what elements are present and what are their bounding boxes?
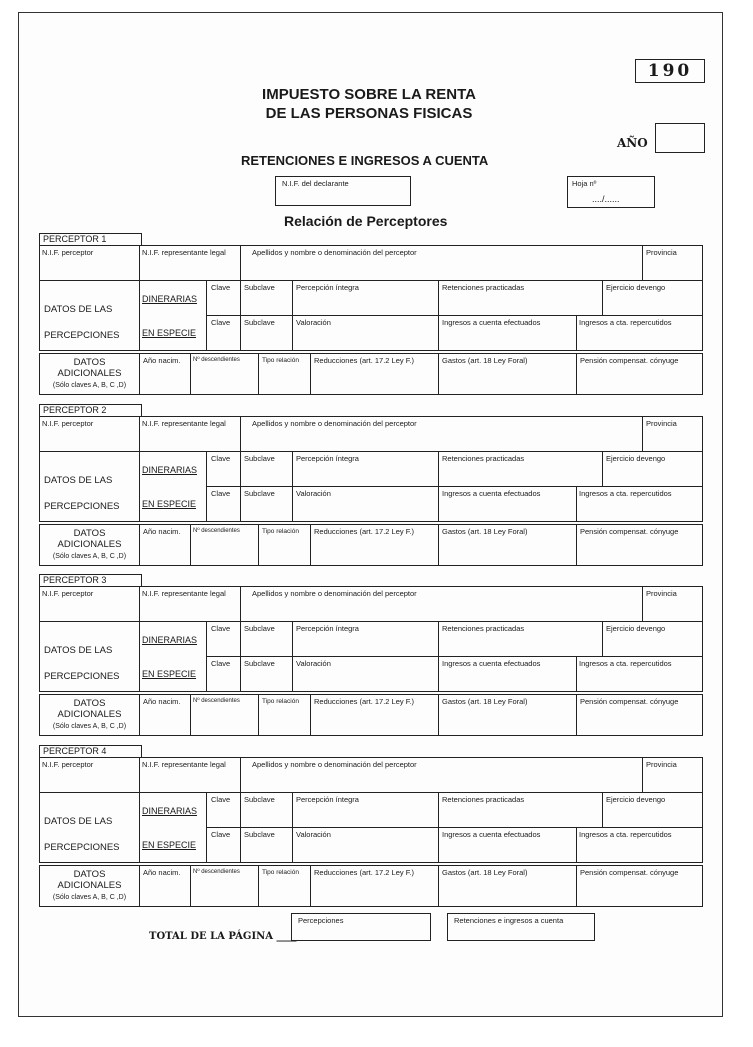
perceptor-id-row (39, 245, 703, 281)
clave-label: Clave (211, 318, 231, 327)
dinerarias-label: DINERARIAS (142, 465, 198, 475)
solo-claves-label: (Sólo claves A, B, C ,D) (52, 382, 127, 389)
datos-label: DATOS (73, 698, 106, 709)
subclave-label: Subclave (244, 624, 275, 633)
percepciones-label: PERCEPCIONES (44, 501, 120, 512)
nif-perceptor-label: N.I.F. perceptor (42, 760, 94, 769)
percepciones-label: PERCEPCIONES (44, 842, 120, 853)
perceptor-label: PERCEPTOR 1 (39, 233, 142, 245)
ano-nacim-label: Año nacim. (143, 356, 181, 365)
ano-nacim-label: Año nacim. (143, 868, 181, 877)
valoracion-label: Valoración (296, 489, 331, 498)
provincia-label: Provincia (646, 760, 677, 769)
dinerarias-label: DINERARIAS (142, 806, 198, 816)
ano-nacim-label: Año nacim. (143, 527, 181, 536)
ejercicio-devengo-label: Ejercicio devengo (606, 624, 666, 633)
provincia-label: Provincia (646, 248, 677, 257)
adicionales-label: ADICIONALES (57, 880, 122, 891)
gastos-label: Gastos (art. 18 Ley Foral) (442, 868, 528, 877)
datos-de-las-label: DATOS DE LAS (44, 816, 113, 827)
subclave-label: Subclave (244, 318, 275, 327)
ingresos-repercutidos-label: Ingresos a cta. repercutidos (579, 659, 672, 668)
nif-perceptor-label: N.I.F. perceptor (42, 248, 94, 257)
clave-label: Clave (211, 489, 231, 498)
adicionales-label: ADICIONALES (57, 539, 122, 550)
perceptor-id-row (39, 586, 703, 622)
pension-label: Pensión compensat. cónyuge (580, 356, 679, 365)
apellidos-label: Apellidos y nombre o denominación del perceptor (252, 589, 417, 598)
title-line-1: IMPUESTO SOBRE LA RENTA (262, 86, 476, 103)
pension-label: Pensión compensat. cónyuge (580, 697, 679, 706)
ejercicio-devengo-label: Ejercicio devengo (606, 454, 666, 463)
clave-label: Clave (211, 624, 231, 633)
pension-label: Pensión compensat. cónyuge (580, 527, 679, 536)
percepciones-row (39, 793, 703, 863)
provincia-label: Provincia (646, 419, 677, 428)
datos-adicionales-row (39, 694, 703, 736)
nif-perceptor-label: N.I.F. perceptor (42, 419, 94, 428)
reducciones-label: Reducciones (art. 17.2 Ley F.) (314, 697, 415, 706)
perceptor-label: PERCEPTOR 3 (39, 574, 142, 586)
percepciones-label: PERCEPCIONES (44, 330, 120, 341)
form-title (219, 85, 519, 123)
gastos-label: Gastos (art. 18 Ley Foral) (442, 527, 528, 536)
clave-label: Clave (211, 659, 231, 668)
clave-label: Clave (211, 454, 231, 463)
subclave-label: Subclave (244, 795, 275, 804)
ingresos-efectuados-label: Ingresos a cuenta efectuados (442, 830, 541, 839)
subclave-label: Subclave (244, 283, 275, 292)
ingresos-repercutidos-label: Ingresos a cta. repercutidos (579, 830, 672, 839)
percepcion-integra-label: Percepción íntegra (296, 283, 359, 292)
retenciones-practicadas-label: Retenciones practicadas (442, 795, 525, 804)
tipo-relacion-label: Tipo relación (262, 869, 299, 876)
en-especie-label: EN ESPECIE (142, 669, 197, 679)
nif-declarante-field[interactable] (275, 176, 411, 206)
solo-claves-label: (Sólo claves A, B, C ,D) (52, 553, 127, 560)
retenciones-practicadas-label: Retenciones practicadas (442, 283, 525, 292)
ano-field[interactable] (655, 123, 705, 153)
form-subtitle: RETENCIONES E INGRESOS A CUENTA (241, 153, 489, 168)
apellidos-label: Apellidos y nombre o denominación del perceptor (252, 419, 417, 428)
percepciones-label: PERCEPCIONES (44, 671, 120, 682)
perceptor-label: PERCEPTOR 4 (39, 745, 142, 757)
pension-label: Pensión compensat. cónyuge (580, 868, 679, 877)
datos-de-las-label: DATOS DE LAS (44, 475, 113, 486)
tipo-relacion-label: Tipo relación (262, 528, 299, 535)
ano-nacim-label: Año nacim. (143, 697, 181, 706)
reducciones-label: Reducciones (art. 17.2 Ley F.) (314, 868, 415, 877)
datos-adicionales-row (39, 865, 703, 907)
adicionales-label: ADICIONALES (57, 368, 122, 379)
hoja-field[interactable] (567, 176, 655, 208)
title-line-2: DE LAS PERSONAS FISICAS (265, 105, 473, 122)
apellidos-label: Apellidos y nombre o denominación del perceptor (252, 248, 417, 257)
datos-adicionales-row (39, 353, 703, 395)
nif-perceptor-label: N.I.F. perceptor (42, 589, 94, 598)
total-retenciones-label: Retenciones e ingresos a cuenta (454, 916, 564, 925)
apellidos-label: Apellidos y nombre o denominación del perceptor (252, 760, 417, 769)
perceptor-block-2 (39, 404, 703, 566)
datos-label: DATOS (73, 357, 106, 368)
perceptor-id-row (39, 757, 703, 793)
total-pagina-text: TOTAL DE LA PÁGINA (149, 931, 274, 942)
total-retenciones-field[interactable] (447, 913, 595, 941)
modelo-number: 190 (635, 59, 705, 83)
ingresos-efectuados-label: Ingresos a cuenta efectuados (442, 318, 541, 327)
reducciones-label: Reducciones (art. 17.2 Ley F.) (314, 356, 415, 365)
relacion-heading: Relación de Perceptores (284, 213, 448, 229)
solo-claves-label: (Sólo claves A, B, C ,D) (52, 894, 127, 901)
adicionales-label: ADICIONALES (57, 709, 122, 720)
gastos-label: Gastos (art. 18 Ley Foral) (442, 697, 528, 706)
datos-de-las-label: DATOS DE LAS (44, 304, 113, 315)
valoracion-label: Valoración (296, 659, 331, 668)
datos-label: DATOS (73, 528, 106, 539)
ingresos-efectuados-label: Ingresos a cuenta efectuados (442, 489, 541, 498)
form-page (18, 12, 723, 1017)
hoja-label: Hoja nº (572, 179, 597, 188)
ejercicio-devengo-label: Ejercicio devengo (606, 283, 666, 292)
valoracion-label: Valoración (296, 830, 331, 839)
n-descendientes-label: Nº descendientes (193, 528, 240, 534)
en-especie-label: EN ESPECIE (142, 328, 197, 338)
valoracion-label: Valoración (296, 318, 331, 327)
ingresos-repercutidos-label: Ingresos a cta. repercutidos (579, 318, 672, 327)
perceptor-block-4 (39, 745, 703, 907)
dinerarias-label: DINERARIAS (142, 294, 198, 304)
percepcion-integra-label: Percepción íntegra (296, 624, 359, 633)
total-pagina-label: TOTAL DE LA PÁGINA ____ (149, 931, 297, 942)
ejercicio-devengo-label: Ejercicio devengo (606, 795, 666, 804)
hoja-value: ..../...... (592, 194, 620, 204)
ingresos-efectuados-label: Ingresos a cuenta efectuados (442, 659, 541, 668)
tipo-relacion-label: Tipo relación (262, 357, 299, 364)
perceptor-id-row (39, 416, 703, 452)
perceptor-label: PERCEPTOR 2 (39, 404, 142, 416)
n-descendientes-label: Nº descendientes (193, 698, 240, 704)
ingresos-repercutidos-label: Ingresos a cta. repercutidos (579, 489, 672, 498)
percepcion-integra-label: Percepción íntegra (296, 795, 359, 804)
n-descendientes-label: Nº descendientes (193, 357, 240, 363)
perceptor-block-3 (39, 574, 703, 736)
provincia-label: Provincia (646, 589, 677, 598)
nif-representante-label: N.I.F. representante legal (142, 589, 226, 598)
clave-label: Clave (211, 283, 231, 292)
en-especie-label: EN ESPECIE (142, 499, 197, 509)
nif-representante-label: N.I.F. representante legal (142, 760, 226, 769)
subclave-label: Subclave (244, 454, 275, 463)
solo-claves-label: (Sólo claves A, B, C ,D) (52, 723, 127, 730)
nif-representante-label: N.I.F. representante legal (142, 248, 226, 257)
percepciones-row (39, 281, 703, 351)
subclave-label: Subclave (244, 830, 275, 839)
percepcion-integra-label: Percepción íntegra (296, 454, 359, 463)
datos-de-las-label: DATOS DE LAS (44, 645, 113, 656)
total-percepciones-field[interactable] (291, 913, 431, 941)
total-percepciones-label: Percepciones (298, 916, 344, 925)
nif-representante-label: N.I.F. representante legal (142, 419, 226, 428)
clave-label: Clave (211, 830, 231, 839)
datos-adicionales-row (39, 524, 703, 566)
subclave-label: Subclave (244, 489, 275, 498)
datos-label: DATOS (73, 869, 106, 880)
nif-declarante-label: N.I.F. del declarante (282, 179, 349, 188)
reducciones-label: Reducciones (art. 17.2 Ley F.) (314, 527, 415, 536)
ano-label: AÑO (617, 136, 648, 150)
n-descendientes-label: Nº descendientes (193, 869, 240, 875)
percepciones-row (39, 452, 703, 522)
gastos-label: Gastos (art. 18 Ley Foral) (442, 356, 528, 365)
percepciones-row (39, 622, 703, 692)
en-especie-label: EN ESPECIE (142, 840, 197, 850)
retenciones-practicadas-label: Retenciones practicadas (442, 454, 525, 463)
clave-label: Clave (211, 795, 231, 804)
dinerarias-label: DINERARIAS (142, 635, 198, 645)
tipo-relacion-label: Tipo relación (262, 698, 299, 705)
subclave-label: Subclave (244, 659, 275, 668)
retenciones-practicadas-label: Retenciones practicadas (442, 624, 525, 633)
perceptor-block-1 (39, 233, 703, 395)
